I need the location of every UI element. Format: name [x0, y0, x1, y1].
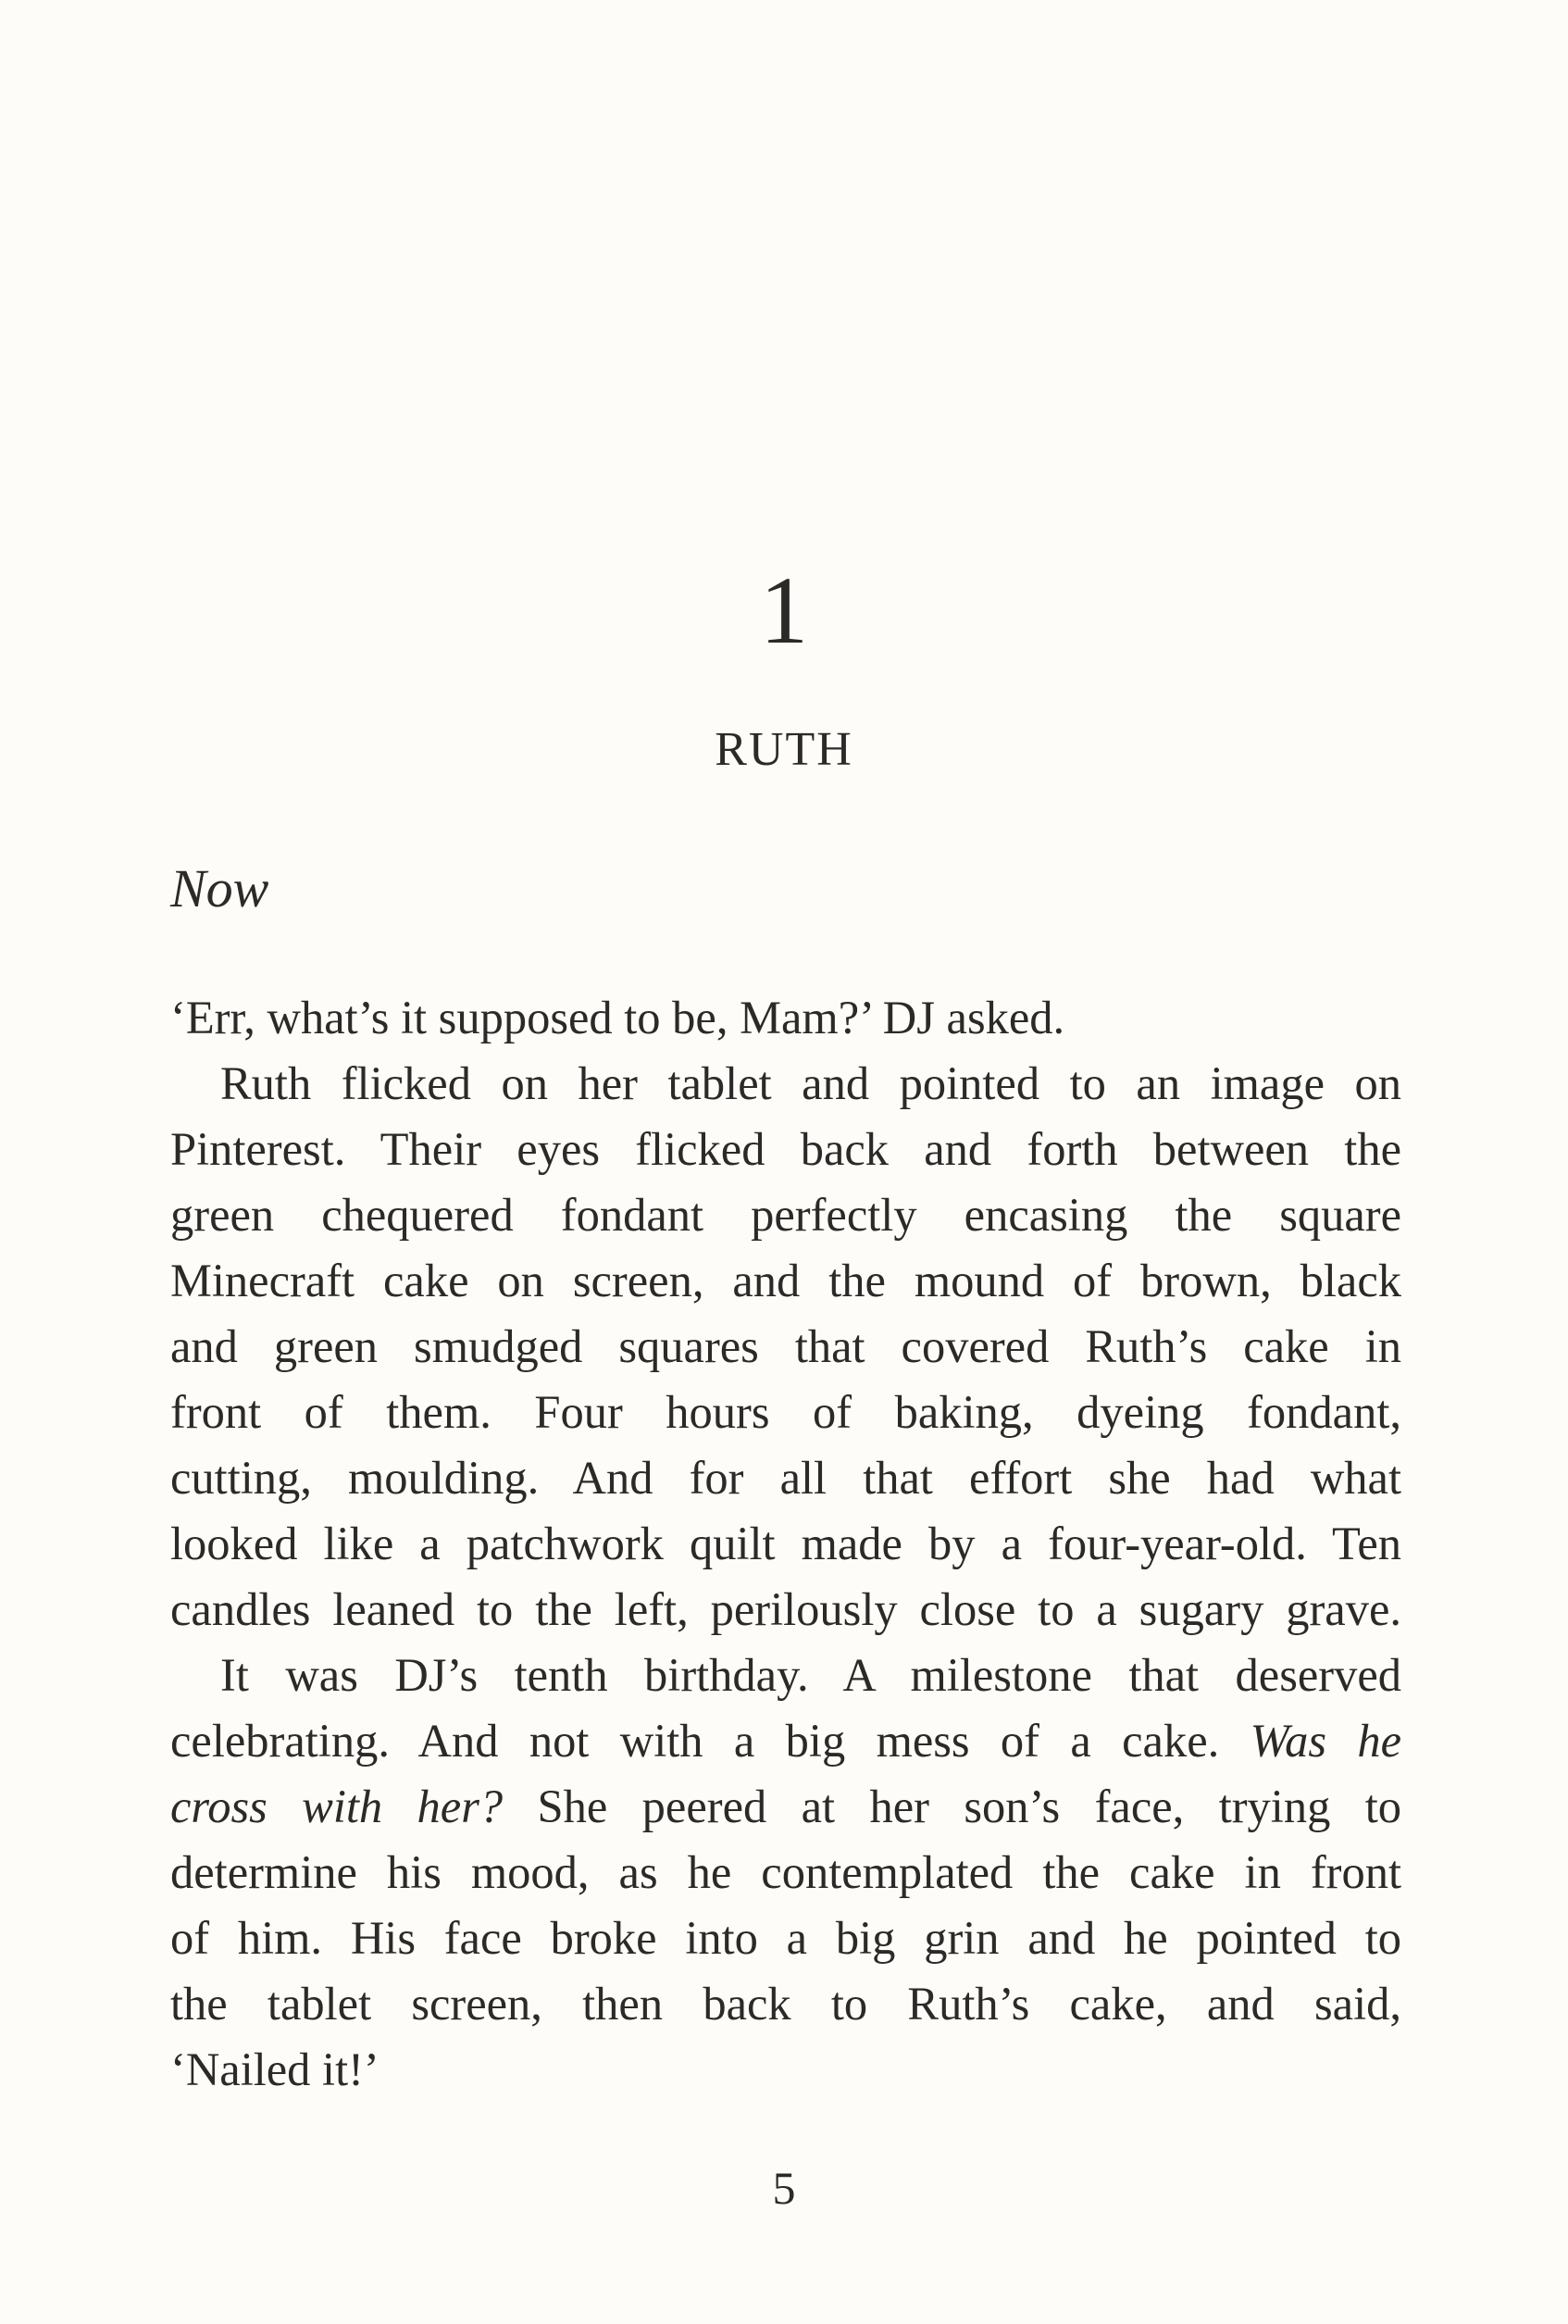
- text-line: Ruth flicked on her tablet and pointed to an image on: [220, 1057, 1401, 1109]
- page-number: 5: [772, 2162, 796, 2214]
- chapter-number: 1: [760, 557, 808, 664]
- text-line: [170, 1708, 1401, 1774]
- text-line: front of them. Four hours of baking, dyeing fondant,: [170, 1386, 1401, 1438]
- text-line: looked like a patchwork quilt made by a four-year-old. Ten: [170, 1518, 1401, 1569]
- text-line: of him. His face broke into a big grin and he pointed to: [170, 1912, 1401, 1964]
- text-line: ‘Nailed it!’: [170, 2043, 380, 2095]
- text-line: [170, 1774, 1401, 1840]
- body-text: [170, 985, 1401, 2103]
- text-line: cutting, moulding. And for all that effort she had what: [170, 1452, 1401, 1504]
- text-line: the tablet screen, then back to Ruth’s cake, and said,: [170, 1978, 1401, 2030]
- text-line: Pinterest. Their eyes flicked back and forth between the: [170, 1123, 1401, 1175]
- text-line: It was DJ’s tenth birthday. A milestone that deserved: [220, 1649, 1401, 1701]
- italic-thought: Was he: [1250, 1715, 1402, 1767]
- italic-thought: cross with her?: [170, 1780, 504, 1832]
- section-label: Now: [170, 858, 269, 918]
- text-line: Minecraft cake on screen, and the mound of brown, black: [170, 1255, 1401, 1306]
- text-line: ‘Err, what’s it supposed to be, Mam?’ DJ asked.: [170, 992, 1065, 1043]
- text-segment: celebrating. And not with a big mess of a cake.: [170, 1715, 1251, 1767]
- text-line: green chequered fondant perfectly encasing the square: [170, 1189, 1401, 1241]
- text-line: and green smudged squares that covered Ruth’s cake in: [170, 1320, 1401, 1372]
- chapter-title: RUTH: [715, 723, 853, 776]
- text-segment: She peered at her son’s face, trying to: [503, 1780, 1402, 1832]
- text-line: candles leaned to the left, perilously close to a sugary grave.: [170, 1583, 1401, 1635]
- text-line: determine his mood, as he contemplated the cake in front: [170, 1846, 1401, 1898]
